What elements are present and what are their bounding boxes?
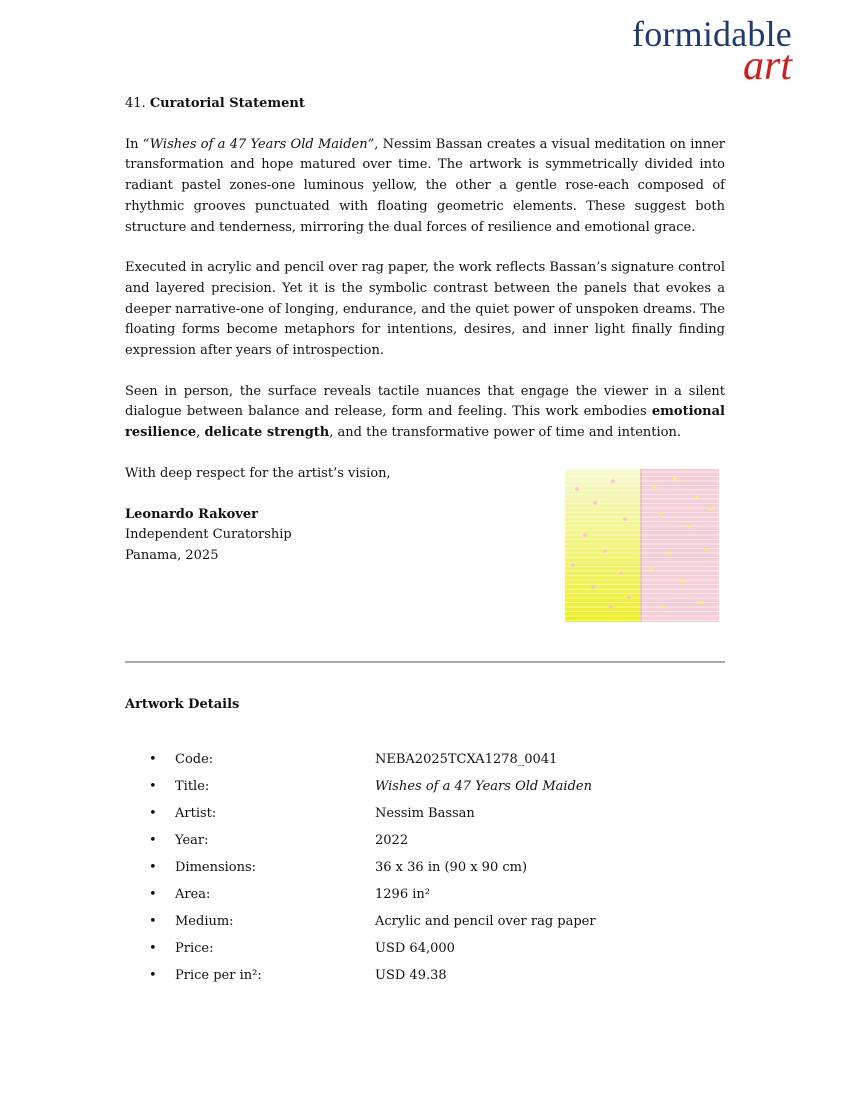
artwork-painting	[565, 469, 719, 622]
detail-value: Acrylic and pencil over rag paper	[375, 914, 596, 929]
statement-heading	[125, 94, 725, 115]
signer-role: Independent Curatorship	[125, 527, 292, 543]
closing-line: With deep respect for the artist’s vision,	[125, 465, 391, 481]
signer-name: Leonardo Rakover	[125, 506, 258, 522]
floating-dot	[649, 567, 653, 571]
floating-dot	[571, 563, 575, 567]
detail-value: NEBA2025TCXA1278_0041	[375, 752, 558, 767]
emphasis-emotional-resilience: emotional resilience	[125, 404, 725, 441]
floating-dot	[699, 601, 703, 605]
artwork-details-heading: Artwork Details	[125, 697, 240, 712]
statement-title: Curatorial Statement	[149, 96, 305, 111]
statement-number: 41.	[125, 96, 146, 111]
detail-row	[125, 750, 725, 777]
p3-separator: ,	[196, 425, 205, 441]
detail-row	[125, 831, 725, 858]
logo-word: formidable	[632, 14, 792, 54]
detail-value: 36 x 36 in (90 x 90 cm)	[375, 860, 528, 875]
floating-dot	[627, 595, 631, 599]
detail-row	[125, 777, 725, 804]
detail-label: Code:	[175, 752, 214, 767]
detail-row	[125, 912, 725, 939]
floating-dot	[709, 507, 713, 511]
p3-text-start: Seen in person, the surface reveals tactile nuances that engage the viewer in a silent dialogue between balance and release, form and feeling. This work embodies	[125, 383, 725, 420]
section-divider	[125, 661, 725, 663]
p1-text-start: In	[125, 136, 143, 152]
floating-dot	[583, 533, 587, 537]
detail-label: Medium:	[175, 914, 234, 929]
detail-value: 2022	[375, 833, 409, 848]
floating-dot	[661, 605, 665, 609]
artwork-details-list	[125, 750, 725, 993]
bullet: •	[149, 941, 157, 956]
bullet: •	[149, 968, 157, 983]
formidable-art-logo	[632, 14, 792, 89]
floating-dot	[673, 477, 677, 481]
floating-dot	[611, 479, 615, 483]
floating-dot	[623, 517, 627, 521]
floating-dot	[609, 605, 613, 609]
detail-label: Artist:	[175, 806, 217, 821]
floating-dot	[593, 501, 597, 505]
detail-value: USD 64,000	[375, 941, 455, 956]
floating-dot	[659, 511, 663, 515]
panel-seam	[640, 469, 642, 622]
detail-label: Price:	[175, 941, 214, 956]
detail-label: Year:	[175, 833, 209, 848]
detail-row	[125, 885, 725, 912]
logo-accent: art	[742, 43, 792, 89]
emphasis-delicate-strength: delicate strength	[204, 425, 330, 441]
detail-row	[125, 858, 725, 885]
detail-row	[125, 966, 725, 993]
yellow-panel	[565, 469, 641, 622]
detail-value: Nessim Bassan	[375, 806, 475, 821]
bullet: •	[149, 914, 157, 929]
bullet: •	[149, 752, 157, 767]
p1-text-end: , Nessim Bassan creates a visual meditation on inner transformation and hope matured over time. The artwork is symmetrically divided into radiant pastel zones-one luminous yellow, the other a gentle rose-each composed of rhythmic grooves punctuated with floating geometric elements. These suggest both structure and tenderness, mirroring the dual forces of resilience and emotional grace.	[125, 136, 726, 235]
signer-place: Panama, 2025	[125, 547, 219, 563]
statement-paragraph-1	[125, 135, 725, 239]
statement-paragraph-2: Executed in acrylic and pencil over rag paper, the work reflects Bassan’s signature control and layered precision. Yet it is the symbolic contrast between the panels that evokes a deeper narrative-one of longing, endurance, and the quiet power of unspoken dreams. The floating forms become metaphors for intentions, desires, and inner light finally finding expression after years of introspection.	[125, 260, 725, 359]
p3-text-end: , and the transformative power of time and intention.	[329, 425, 681, 441]
detail-row	[125, 939, 725, 966]
detail-label: Price per in²:	[175, 968, 262, 983]
detail-value: 1296 in²	[375, 887, 430, 902]
detail-label: Dimensions:	[175, 860, 257, 875]
artwork-title-quote: “Wishes of a 47 Years Old Maiden”	[142, 136, 375, 152]
floating-dot	[687, 525, 691, 529]
artwork-image	[565, 469, 719, 622]
floating-dot	[603, 549, 607, 553]
floating-dot	[653, 485, 657, 489]
detail-label: Area:	[175, 887, 211, 902]
floating-dot	[695, 495, 699, 499]
statement-paragraph-3	[125, 382, 725, 444]
bullet: •	[149, 860, 157, 875]
bullet: •	[149, 887, 157, 902]
floating-dot	[667, 551, 671, 555]
detail-row	[125, 804, 725, 831]
bullet: •	[149, 806, 157, 821]
floating-dot	[619, 571, 623, 575]
floating-dot	[681, 579, 685, 583]
detail-value: Wishes of a 47 Years Old Maiden	[375, 779, 592, 794]
bullet: •	[149, 833, 157, 848]
detail-value: USD 49.38	[375, 968, 447, 983]
floating-dot	[575, 487, 579, 491]
floating-dot	[591, 585, 595, 589]
bullet: •	[149, 779, 157, 794]
floating-dot	[703, 547, 707, 551]
detail-label: Title:	[175, 779, 210, 794]
pink-panel	[641, 469, 719, 622]
